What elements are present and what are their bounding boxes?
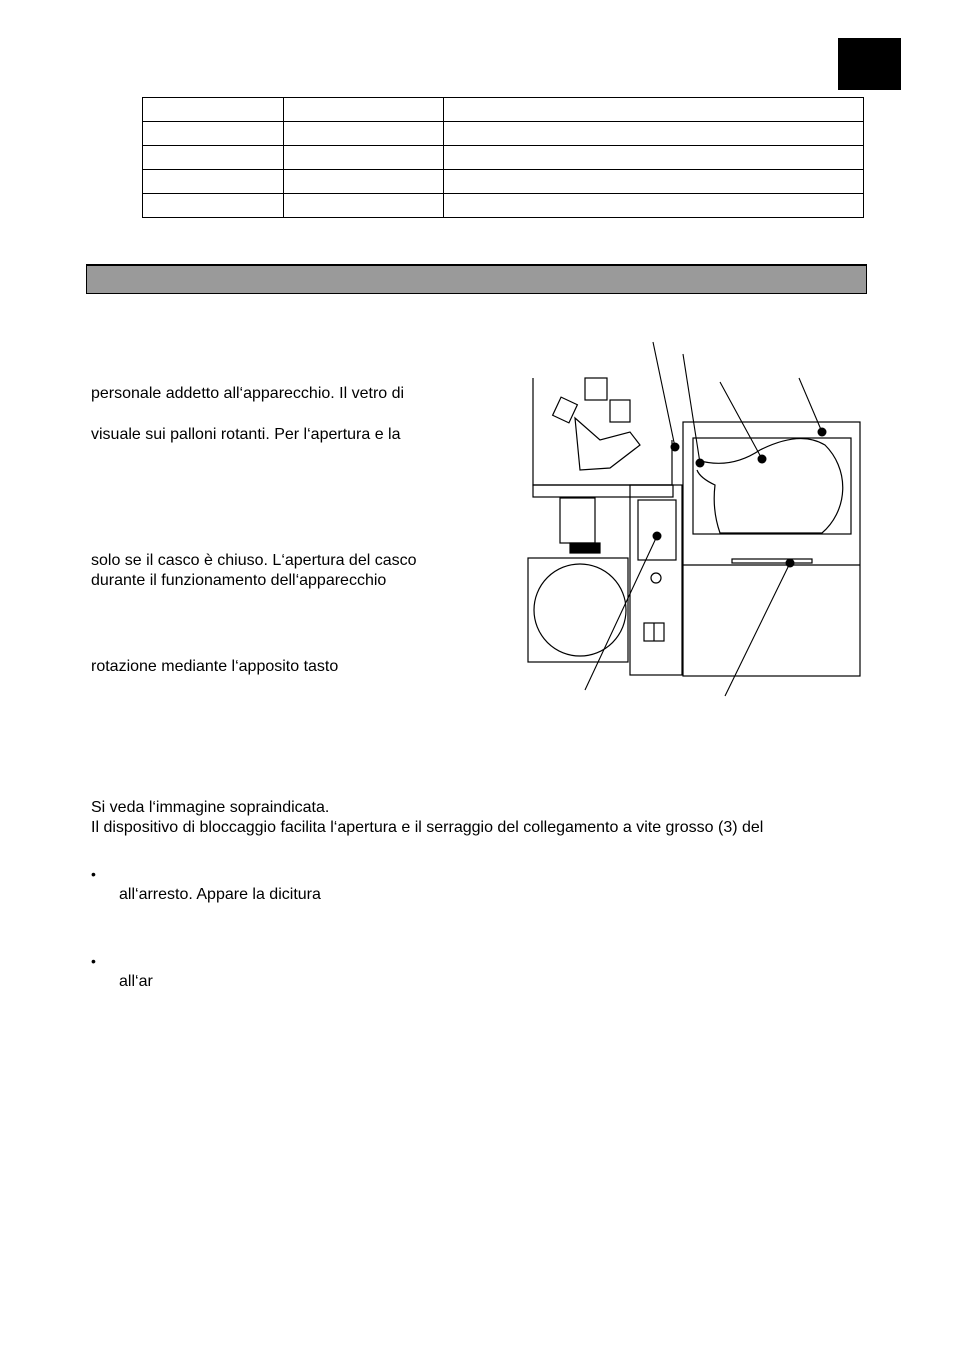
receiving-neck xyxy=(560,498,595,543)
body-text-line-2: Il dispositivo di bloccaggio facilita l‘apertura e il serraggio del collegamento a vite grosso (3) del xyxy=(91,819,764,836)
condenser-valve xyxy=(610,400,630,422)
evaporating-flask xyxy=(697,439,843,533)
bullet-text-1: all‘arresto. Appare la dicitura xyxy=(119,886,321,903)
left-text-line-4: durante il funzionamento dell‘apparecchio xyxy=(91,572,387,589)
bullet-text-2: all‘ar xyxy=(119,973,153,990)
rotary-evaporator-diagram xyxy=(505,335,870,700)
table-cell xyxy=(284,122,444,146)
section-header-bar xyxy=(86,264,867,294)
display-window xyxy=(638,500,676,560)
receiving-clamp xyxy=(570,543,600,553)
table-cell xyxy=(143,194,284,218)
table-cell xyxy=(143,146,284,170)
left-text-line-3: solo se il casco è chiuso. L‘apertura del casco xyxy=(91,552,417,569)
table-row xyxy=(143,98,864,122)
receiving-bath xyxy=(528,558,628,662)
heating-bath-body xyxy=(683,422,860,676)
table-cell xyxy=(444,122,864,146)
spec-table xyxy=(142,97,864,218)
page-corner-tab xyxy=(838,38,901,90)
condenser-stopcock xyxy=(553,397,578,423)
receiving-flask xyxy=(534,564,626,656)
bullet-marker-2: • xyxy=(91,953,96,969)
callout-leaders xyxy=(585,342,822,696)
hood-handle xyxy=(732,559,812,563)
table-row xyxy=(143,146,864,170)
table-row xyxy=(143,170,864,194)
table-cell xyxy=(284,98,444,122)
table-cell xyxy=(284,170,444,194)
indicator-lamp xyxy=(651,573,661,583)
table-cell xyxy=(444,98,864,122)
table-cell xyxy=(143,98,284,122)
table-cell xyxy=(143,170,284,194)
condenser-top xyxy=(585,378,607,400)
table-cell xyxy=(143,122,284,146)
table-cell xyxy=(444,146,864,170)
lift-crossbar xyxy=(533,485,673,497)
table-cell xyxy=(284,146,444,170)
left-text-line-5: rotazione mediante l‘apposito tasto xyxy=(91,658,339,675)
left-text-line-1: personale addetto all‘apparecchio. Il vetro di xyxy=(91,385,405,402)
table-cell xyxy=(444,170,864,194)
vapour-duct xyxy=(575,418,640,470)
callout-dots xyxy=(653,428,827,568)
table-cell xyxy=(444,194,864,218)
table-row xyxy=(143,122,864,146)
table-cell xyxy=(284,194,444,218)
left-text-line-2: visuale sui palloni rotanti. Per l‘apertura e la xyxy=(91,426,401,443)
bullet-marker-1: • xyxy=(91,866,96,882)
table-row xyxy=(143,194,864,218)
body-text-line-1: Si veda l‘immagine sopraindicata. xyxy=(91,799,330,816)
